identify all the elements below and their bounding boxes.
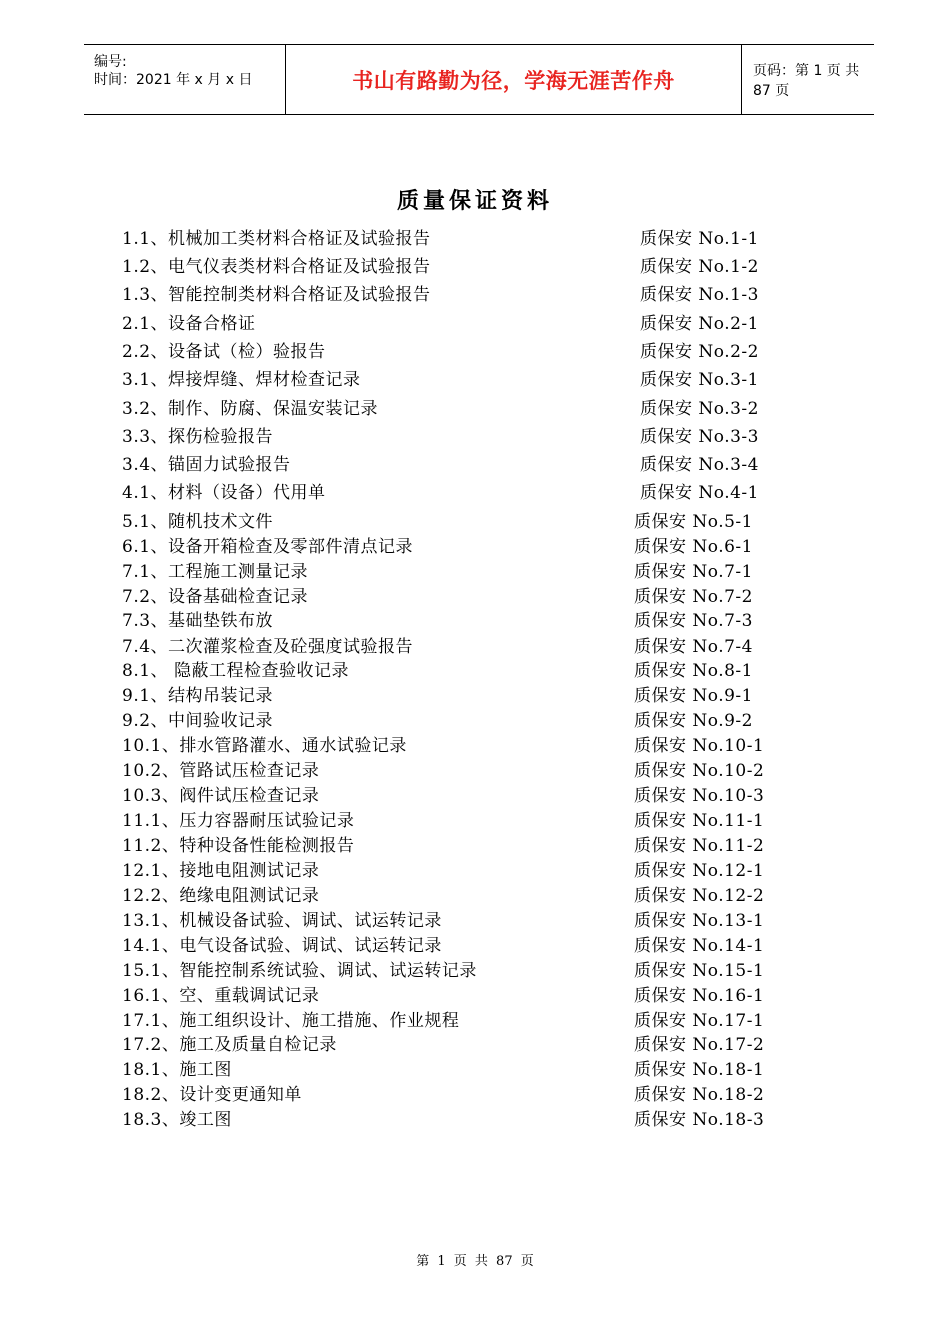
toc-entry-label: 14.1、电气设备试验、调试、试运转记录 xyxy=(122,936,442,956)
toc-entry-code: 质保安 No.13-1 xyxy=(634,911,765,931)
toc-entry-code: 质保安 No.2-2 xyxy=(640,342,759,362)
toc-entry-label: 12.2、绝缘电阻测试记录 xyxy=(122,886,320,906)
toc-entry-code: 质保安 No.8-1 xyxy=(634,661,753,681)
toc-entry xyxy=(0,781,950,807)
toc-entry-label: 7.1、工程施工测量记录 xyxy=(122,562,309,582)
toc-entry-label: 15.1、智能控制系统试验、调试、试运转记录 xyxy=(122,961,477,981)
toc-entry-code: 质保安 No.11-1 xyxy=(634,811,765,831)
toc-entry xyxy=(0,1055,950,1081)
toc-entry xyxy=(0,906,950,932)
toc-entry xyxy=(0,706,950,732)
toc-entry-code: 质保安 No.6-1 xyxy=(634,537,753,557)
toc-entry xyxy=(0,1080,950,1106)
toc-entry-code: 质保安 No.17-2 xyxy=(634,1035,765,1055)
toc-entry-label: 17.2、施工及质量自检记录 xyxy=(122,1035,337,1055)
toc-entry-code: 质保安 No.7-3 xyxy=(634,611,753,631)
header-motto-cell xyxy=(285,45,742,114)
toc-entry-label: 8.1、 隐蔽工程检查验收记录 xyxy=(122,661,349,681)
toc-entry-label: 9.1、结构吊装记录 xyxy=(122,686,274,706)
toc-entry-code: 质保安 No.3-2 xyxy=(640,399,759,419)
toc-entry-code: 质保安 No.4-1 xyxy=(640,483,759,503)
toc-entry xyxy=(0,656,950,682)
toc-entry-code: 质保安 No.9-1 xyxy=(634,686,753,706)
toc-entry-code: 质保安 No.7-1 xyxy=(634,562,753,582)
toc-entry-code: 质保安 No.18-1 xyxy=(634,1060,765,1080)
toc-entry-label: 13.1、机械设备试验、调试、试运转记录 xyxy=(122,911,442,931)
toc-entry xyxy=(0,557,950,583)
toc-entry-label: 10.1、排水管路灌水、通水试验记录 xyxy=(122,736,407,756)
toc-entry xyxy=(0,365,950,391)
document-title: 质量保证资料 xyxy=(396,188,553,214)
toc-entry-code: 质保安 No.10-2 xyxy=(634,761,765,781)
toc-entry-code: 质保安 No.10-3 xyxy=(634,786,765,806)
toc-entry xyxy=(0,1030,950,1056)
toc-entry xyxy=(0,309,950,335)
toc-entry-code: 质保安 No.15-1 xyxy=(634,961,765,981)
header-motto: 书山有路勤为径，学海无涯苦作舟 xyxy=(352,68,675,93)
toc-entry xyxy=(0,1006,950,1032)
toc-entry-label: 10.2、管路试压检查记录 xyxy=(122,761,320,781)
toc-entry-label: 1.1、机械加工类材料合格证及试验报告 xyxy=(122,229,431,249)
toc-entry-code: 质保安 No.14-1 xyxy=(634,936,765,956)
toc-entry xyxy=(0,731,950,757)
header-page-info: 页码：第 1 页 共 87 页 xyxy=(753,62,860,99)
toc-entry-code: 质保安 No.12-1 xyxy=(634,861,765,881)
toc-entry-label: 2.1、设备合格证 xyxy=(122,314,256,334)
toc-entry xyxy=(0,280,950,306)
toc-entry-code: 质保安 No.18-2 xyxy=(634,1085,765,1105)
toc-entry-label: 3.3、探伤检验报告 xyxy=(122,427,274,447)
toc-entry xyxy=(0,756,950,782)
toc-entry xyxy=(0,981,950,1007)
page-header xyxy=(84,44,874,115)
document-number-label: 编号: xyxy=(94,54,127,70)
toc-entry-label: 3.4、锚固力试验报告 xyxy=(122,455,291,475)
toc-entry-code: 质保安 No.11-2 xyxy=(634,836,765,856)
toc-entry-label: 6.1、设备开箱检查及零部件清点记录 xyxy=(122,537,414,557)
toc-entry-label: 2.2、设备试（检）验报告 xyxy=(122,342,326,362)
toc-entry-label: 4.1、材料（设备）代用单 xyxy=(122,483,326,503)
toc-entry xyxy=(0,681,950,707)
toc-entry xyxy=(0,337,950,363)
toc-entry-code: 质保安 No.9-2 xyxy=(634,711,753,731)
toc-entry xyxy=(0,507,950,533)
toc-entry-label: 7.3、基础垫铁布放 xyxy=(122,611,274,631)
toc-entry-code: 质保安 No.12-2 xyxy=(634,886,765,906)
toc-entry-code: 质保安 No.3-4 xyxy=(640,455,759,475)
toc-entry-code: 质保安 No.2-1 xyxy=(640,314,759,334)
toc-entry xyxy=(0,632,950,658)
toc-entry-code: 质保安 No.7-4 xyxy=(634,637,753,657)
toc-entry xyxy=(0,532,950,558)
toc-entry xyxy=(0,224,950,250)
toc-entry xyxy=(0,881,950,907)
toc-entry-label: 7.4、二次灌浆检查及砼强度试验报告 xyxy=(122,637,414,657)
toc-entry-label: 1.2、电气仪表类材料合格证及试验报告 xyxy=(122,257,431,277)
toc-entry-code: 质保安 No.18-3 xyxy=(634,1110,765,1130)
toc-entry xyxy=(0,582,950,608)
toc-entry-code: 质保安 No.1-2 xyxy=(640,257,759,277)
toc-entry-label: 5.1、随机技术文件 xyxy=(122,512,274,532)
page-footer: 第 1 页 共 87 页 xyxy=(416,1254,534,1269)
toc-entry xyxy=(0,1105,950,1131)
toc-entry-code: 质保安 No.1-1 xyxy=(640,229,759,249)
toc-entry-code: 质保安 No.1-3 xyxy=(640,285,759,305)
toc-entry xyxy=(0,606,950,632)
toc-entry-code: 质保安 No.16-1 xyxy=(634,986,765,1006)
toc-entry xyxy=(0,450,950,476)
toc-entry-label: 1.3、智能控制类材料合格证及试验报告 xyxy=(122,285,431,305)
toc-entry-label: 11.1、压力容器耐压试验记录 xyxy=(122,811,355,831)
toc-entry-code: 质保安 No.3-3 xyxy=(640,427,759,447)
toc-entry xyxy=(0,856,950,882)
toc-entry-label: 17.1、施工组织设计、施工措施、作业规程 xyxy=(122,1011,460,1031)
toc-entry xyxy=(0,931,950,957)
toc-entry xyxy=(0,831,950,857)
toc-entry xyxy=(0,806,950,832)
toc-entry xyxy=(0,422,950,448)
toc-entry-label: 12.1、接地电阻测试记录 xyxy=(122,861,320,881)
toc-entry-label: 7.2、设备基础检查记录 xyxy=(122,587,309,607)
document-date-label: 时间：2021 年 x 月 x 日 xyxy=(94,72,253,88)
toc-entry-code: 质保安 No.10-1 xyxy=(634,736,765,756)
toc-entry xyxy=(0,394,950,420)
toc-entry-label: 18.1、施工图 xyxy=(122,1060,232,1080)
toc-entry-label: 3.1、焊接焊缝、焊材检查记录 xyxy=(122,370,361,390)
toc-entry-label: 18.2、设计变更通知单 xyxy=(122,1085,302,1105)
toc-entry xyxy=(0,478,950,504)
toc-entry-code: 质保安 No.3-1 xyxy=(640,370,759,390)
toc-entry-label: 9.2、中间验收记录 xyxy=(122,711,274,731)
toc-entry-label: 16.1、空、重载调试记录 xyxy=(122,986,320,1006)
header-meta xyxy=(84,45,284,114)
toc-entry-code: 质保安 No.7-2 xyxy=(634,587,753,607)
header-page-cell xyxy=(741,45,874,114)
toc-entry xyxy=(0,252,950,278)
toc-entry-label: 3.2、制作、防腐、保温安装记录 xyxy=(122,399,379,419)
toc-entry xyxy=(0,956,950,982)
toc-entry-label: 10.3、阀件试压检查记录 xyxy=(122,786,320,806)
toc-entry-label: 18.3、竣工图 xyxy=(122,1110,232,1130)
toc-entry-code: 质保安 No.17-1 xyxy=(634,1011,765,1031)
toc-entry-code: 质保安 No.5-1 xyxy=(634,512,753,532)
toc-entry-label: 11.2、特种设备性能检测报告 xyxy=(122,836,355,856)
